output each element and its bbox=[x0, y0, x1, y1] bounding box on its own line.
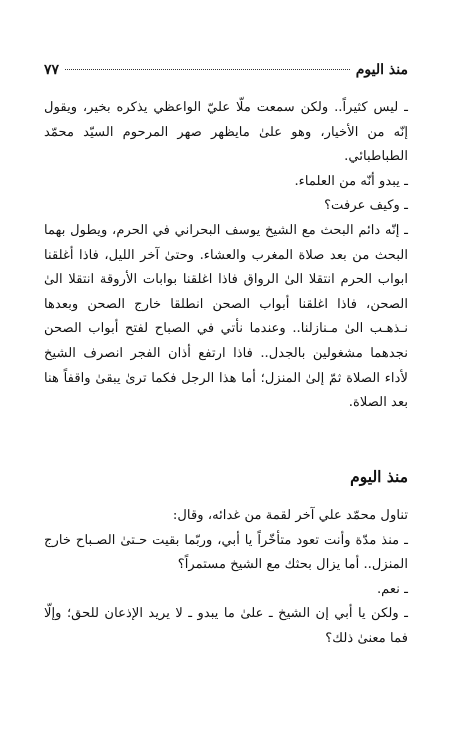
dialogue-line: ـ منذ مدّة وأنت تعود متأخّراً يا أبي، وربّما بقيت حـتىٰ الصـباح خارج المنزل.. أما يزال بحثك مع الشيخ مستمراً؟ bbox=[44, 532, 408, 573]
narration-line: تناول محمّد علي آخر لقمة من غدائه، وقال: bbox=[172, 508, 408, 523]
section-text bbox=[44, 504, 408, 652]
dialogue-line: ـ نعم. bbox=[376, 581, 408, 597]
header-dot-leader bbox=[65, 69, 350, 70]
header-title: منذ اليوم bbox=[355, 62, 408, 78]
dialogue-line: ـ وكيف عرفت؟ bbox=[324, 198, 408, 214]
page-number: ٧٧ bbox=[44, 62, 60, 78]
dialogue-line: ـ يبدو أنّه من العلماء. bbox=[294, 173, 408, 189]
section-block bbox=[44, 464, 408, 652]
dialogue-line: ـ إنّه دائم البحث مع الشيخ يوسف البحراني في الحرم، ويطول بهما البحث من بعد صلاة المغرب والعشاء. وحتىٰ آخر الليل، فاذا أغلقنا ابواب الحرم انتقلا الىٰ الرواق فاذا اغلقنا بوابات الأروقة انتقلا الىٰ الصحن، فاذا اغلقنا أبواب الصحن انطلقا خارج الصحن وبعدها نـذهـب الىٰ مـنازلنا.. وعندما نأتي في الصباح لفتح أبواب الصحن نجدهما مشغولين بالجدل.. فاذا ارتفع أذان الفجر انصرف الشيخ لأداء الصلاة ثمّ إلىٰ المنزل؛ أما هذا الرجل فكما ترىٰ يبقىٰ واقفاً هنا بعد الصلاة. bbox=[44, 222, 408, 411]
section-title: منذ اليوم bbox=[350, 467, 408, 486]
passage-continued bbox=[44, 96, 408, 416]
dialogue-line: ـ ولكن يا أبي إن الشيخ ـ علىٰ ما يبدو ـ لا يريد الإذعان للحق؛ وإلّا فما معنىٰ ذلك؟ bbox=[44, 606, 408, 646]
running-header bbox=[44, 62, 408, 84]
dialogue-line: ـ ليس كثيراً.. ولكن سمعت ملّا عليّ الواعظي يذكره بخير، ويقول إنّه من الأخيار، وهو علىٰ مايظهر صهر المرحوم السيّد محمّد الطباطبائي. bbox=[44, 100, 408, 165]
